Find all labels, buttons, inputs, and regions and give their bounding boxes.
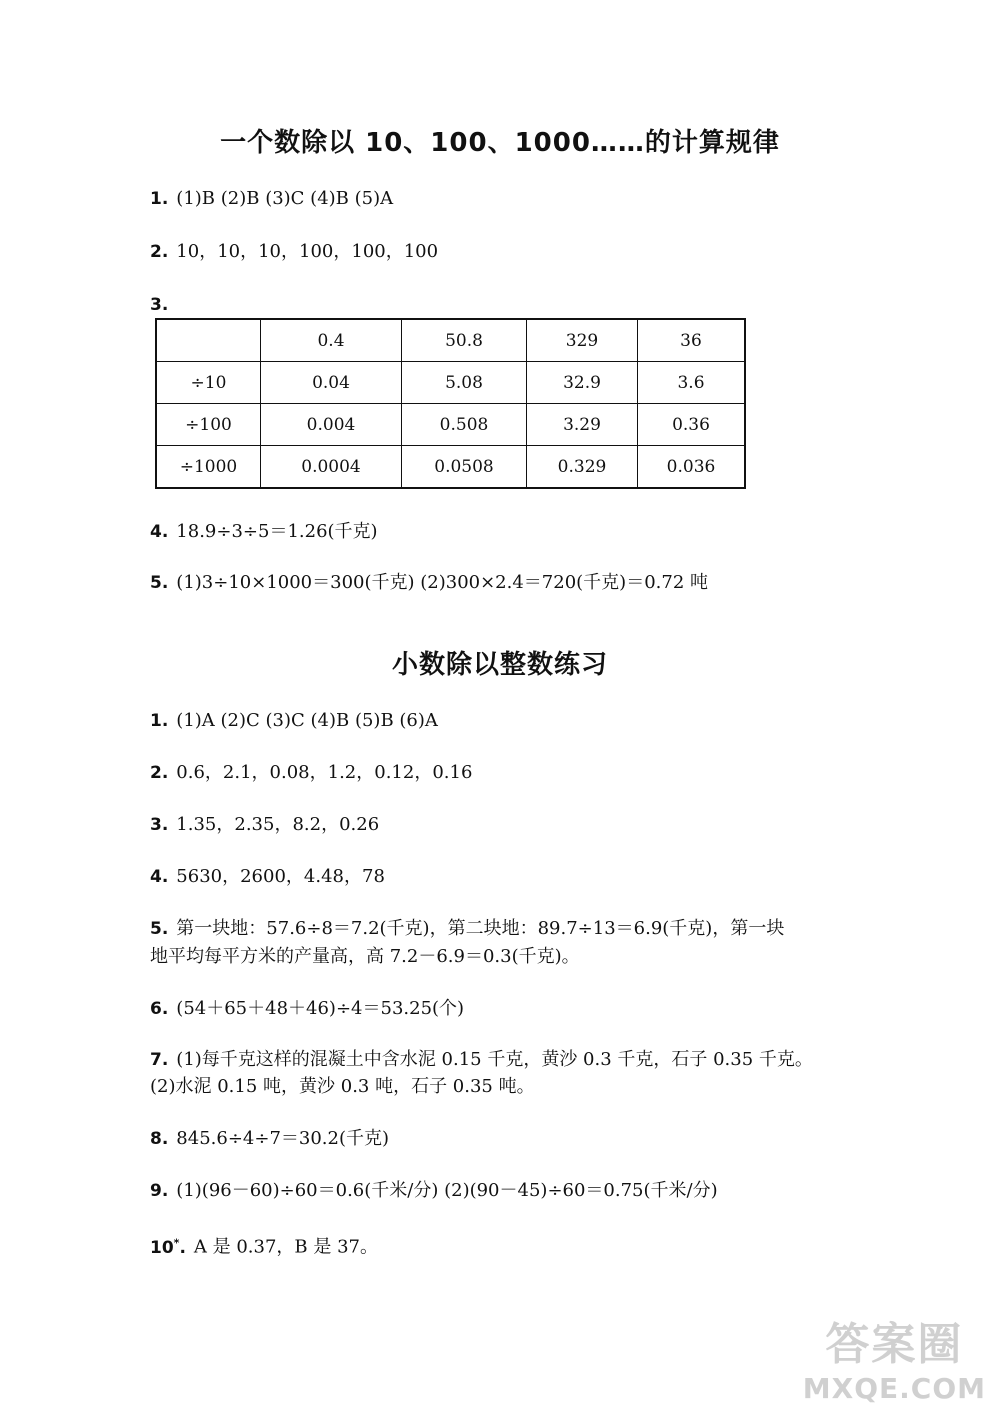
answer-7-continued (150, 1070, 870, 1104)
answer-text: (1)每千克这样的混凝土中含水泥 0.15 千克，黄沙 0.3 千克，石子 0.35 千克。 (176, 1049, 813, 1070)
table-cell: ÷100 (156, 404, 261, 446)
answer-text: 18.9÷3÷5＝1.26(千克) (176, 521, 378, 542)
table-cell: 0.0004 (261, 446, 402, 489)
question-number: 2. (150, 242, 169, 262)
table-row (156, 319, 745, 362)
table-cell: 0.4 (261, 319, 402, 362)
section-title-decimal-division: 小数除以整数练习 (391, 650, 608, 680)
question-number: 1. (150, 711, 169, 731)
table-row (156, 446, 745, 489)
watermark-url: MXQE.COM (802, 1372, 986, 1405)
question-number: 6. (150, 999, 169, 1019)
table-cell: 0.508 (402, 404, 527, 446)
answer-5 (150, 566, 870, 600)
division-table (155, 318, 746, 489)
table-row (156, 404, 745, 446)
section-title-division-rules: 一个数除以 10、100、1000……的计算规律 (220, 128, 780, 158)
watermark-text: 答案圈 (825, 1319, 964, 1370)
table-cell (156, 319, 261, 362)
answer-1 (150, 704, 870, 738)
question-number-digits: 10 (150, 1237, 174, 1258)
question-number: 3. (150, 815, 169, 835)
table-cell: 3.29 (527, 404, 638, 446)
question-number: 3. (150, 295, 169, 315)
question-number (150, 1238, 186, 1258)
answer-8 (150, 1122, 870, 1156)
answer-text: (1)(96－60)÷60＝0.6(千米/分) (2)(90－45)÷60＝0.75(千米/分) (176, 1180, 718, 1201)
watermark-logo (803, 1308, 986, 1405)
table-cell: 0.004 (261, 404, 402, 446)
answer-9 (150, 1174, 870, 1208)
answer-text: (1)B (2)B (3)C (4)B (5)A (176, 188, 394, 209)
answer-text: 1.35，2.35，8.2，0.26 (176, 814, 380, 835)
table-cell: 0.36 (638, 404, 746, 446)
answer-4 (150, 860, 870, 894)
answer-text: 地平均每平方米的产量高，高 7.2－6.9＝0.3(千克)。 (150, 946, 580, 967)
table-cell: ÷10 (156, 362, 261, 404)
question-number: 5. (150, 919, 169, 939)
question-number: 4. (150, 867, 169, 887)
table-row (156, 362, 745, 404)
answer-2 (150, 235, 870, 269)
answer-text: 第一块地：57.6÷8＝7.2(千克)，第二块地：89.7÷13＝6.9(千克)，第一块 (176, 918, 785, 939)
question-number: 8. (150, 1129, 169, 1149)
answer-4 (150, 515, 870, 549)
answer-text: (1)3÷10×1000＝300(千克) (2)300×2.4＝720(千克)＝0.72 吨 (176, 572, 709, 593)
answer-3 (150, 808, 870, 842)
star-mark: * (173, 1236, 180, 1249)
question-number-dot: . (179, 1237, 186, 1258)
answer-text: (54＋65＋48＋46)÷4＝53.25(个) (176, 998, 465, 1019)
answer-6 (150, 992, 870, 1026)
answer-text: (2)水泥 0.15 吨，黄沙 0.3 吨，石子 0.35 吨。 (150, 1076, 535, 1097)
table-cell: 0.329 (527, 446, 638, 489)
question-number: 7. (150, 1050, 169, 1070)
answer-text: (1)A (2)C (3)C (4)B (5)B (6)A (176, 710, 438, 731)
table-cell: 36 (638, 319, 746, 362)
table-cell: 329 (527, 319, 638, 362)
answer-text: 5630，2600，4.48，78 (176, 866, 385, 887)
table-cell: 0.0508 (402, 446, 527, 489)
table-cell: 3.6 (638, 362, 746, 404)
answer-text: 845.6÷4÷7＝30.2(千克) (176, 1128, 390, 1149)
answer-text: 0.6，2.1，0.08，1.2，0.12，0.16 (176, 762, 473, 783)
answer-5-continued (150, 940, 870, 974)
table-cell: 0.04 (261, 362, 402, 404)
question-number: 4. (150, 522, 169, 542)
table-cell: ÷1000 (156, 446, 261, 489)
answer-10 (150, 1226, 870, 1265)
table-cell: 5.08 (402, 362, 527, 404)
table-cell: 50.8 (402, 319, 527, 362)
question-number: 2. (150, 763, 169, 783)
table-cell: 0.036 (638, 446, 746, 489)
answer-text: 10，10，10，100，100，100 (176, 241, 439, 262)
question-number: 9. (150, 1181, 169, 1201)
question-number: 5. (150, 573, 169, 593)
table-cell: 32.9 (527, 362, 638, 404)
answer-3 (150, 288, 870, 322)
answer-1 (150, 182, 870, 216)
answer-text: A 是 0.37，B 是 37。 (193, 1236, 379, 1258)
answer-2 (150, 756, 870, 790)
question-number: 1. (150, 189, 169, 209)
